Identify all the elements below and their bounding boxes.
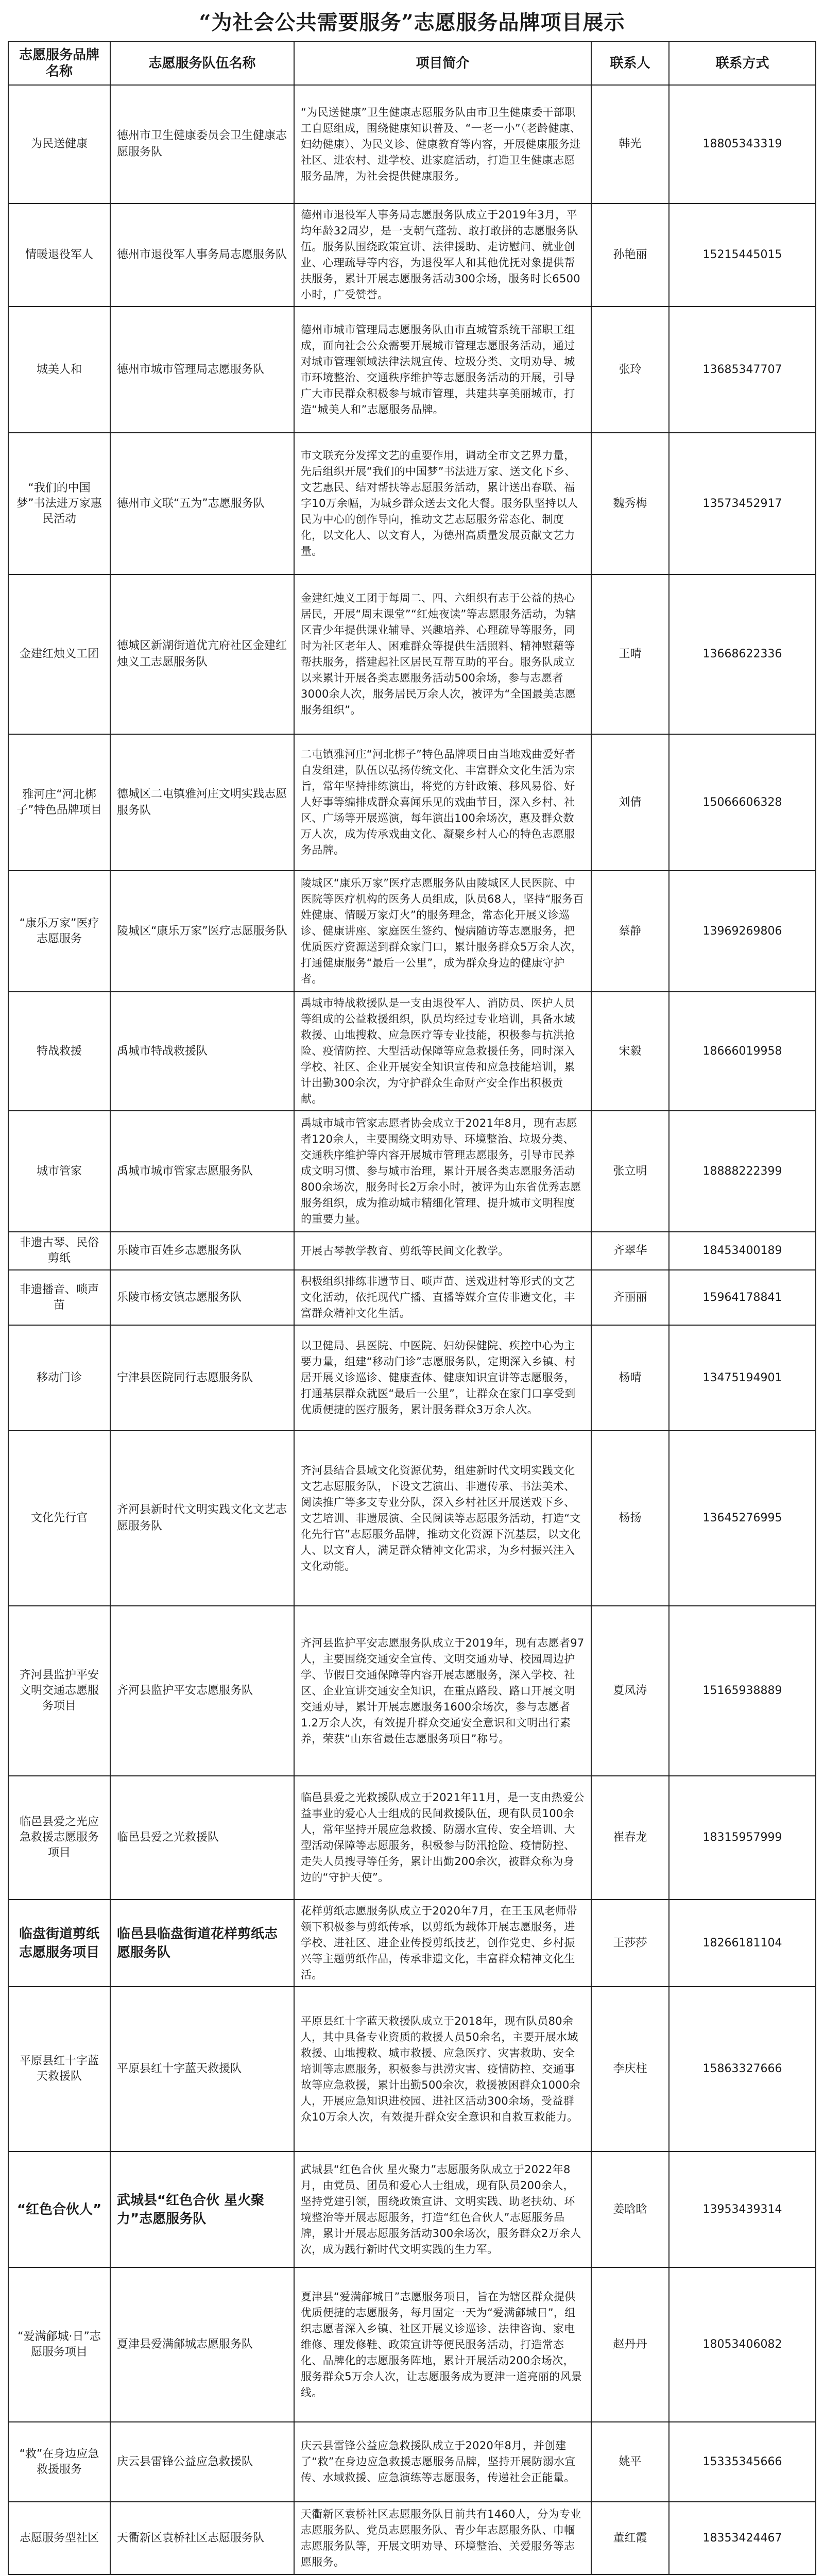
cell-brand-name: 金建红烛义工团 — [8, 574, 110, 734]
cell-phone-number: 13969269806 — [669, 871, 816, 992]
cell-project-intro: 德州市退役军人事务局志愿服务队成立于2019年3月，平均年龄32周岁，是一支朝气蓬勃、敢打敢拼的志愿服务队伍。服务队围绕政策宣讲、法律援助、走访慰问、就业创业、心理疏导等内容，为退役军人和其他优抚对象提供帮扶服务，累计开展志愿服务活动300余场，服务时长6500小时，广受赞誉。 — [294, 204, 591, 307]
cell-contact-person: 齐丽丽 — [591, 1270, 669, 1325]
table-row — [8, 1606, 816, 1776]
cell-brand-name: “我们的中国梦”书法进万家惠民活动 — [8, 433, 110, 574]
cell-contact-person: 孙艳丽 — [591, 204, 669, 307]
header-contact: 联系人 — [591, 42, 669, 85]
cell-phone-number: 18453400189 — [669, 1232, 816, 1270]
cell-brand-name: 临盘街道剪纸志愿服务项目 — [8, 1900, 110, 1987]
table-header-row — [8, 42, 816, 85]
cell-brand-name: 城市管家 — [8, 1111, 110, 1232]
cell-phone-number: 15964178841 — [669, 1270, 816, 1325]
cell-project-intro: 临邑县爱之光救援队成立于2021年11月，是一支由热爱公益事业的爱心人士组成的民间救援队伍，现有队员100余人，常年坚持开展应急救援、防溺水宣传、安全培训、大型活动保障等志愿服务，积极参与防汛抢险、疫情防控、走失人员搜寻等任务，累计出勤200余次，被群众称为身边的“守护天使”。 — [294, 1776, 591, 1900]
cell-contact-person: 宋毅 — [591, 992, 669, 1111]
cell-phone-number: 15335345666 — [669, 2422, 816, 2502]
cell-contact-person: 夏凤涛 — [591, 1606, 669, 1776]
cell-brand-name: 移动门诊 — [8, 1325, 110, 1431]
table-row — [8, 2151, 816, 2267]
cell-team-name: 乐陵市百姓乡志愿服务队 — [110, 1232, 294, 1270]
cell-phone-number: 13685347707 — [669, 307, 816, 433]
cell-phone-number: 18353424467 — [669, 2502, 816, 2574]
table-row — [8, 307, 816, 433]
table-row — [8, 734, 816, 871]
cell-project-intro: 庆云县雷锋公益应急救援队成立于2020年8月，并创建了“救”在身边应急救援志愿服务品牌，坚持开展防溺水宣传、水域救援、应急演练等志愿服务，传递社会正能量。 — [294, 2422, 591, 2502]
cell-project-intro: “为民送健康”卫生健康志愿服务队由市卫生健康委干部职工自愿组成，围绕健康知识普及、“一老一小”（老龄健康、妇幼健康）、为民义诊、健康教育等内容，开展健康服务进社区、进农村、进学校、进家庭活动，打造卫生健康志愿服务品牌，为社会提供健康服务。 — [294, 85, 591, 204]
cell-phone-number: 18315957999 — [669, 1776, 816, 1900]
cell-contact-person: 刘倩 — [591, 734, 669, 871]
cell-brand-name: 非遗古琴、民俗剪纸 — [8, 1232, 110, 1270]
cell-team-name: 德州市文联“五为”志愿服务队 — [110, 433, 294, 574]
table-row — [8, 433, 816, 574]
cell-contact-person: 姚平 — [591, 2422, 669, 2502]
table-row — [8, 1325, 816, 1431]
cell-team-name: 平原县红十字蓝天救援队 — [110, 1987, 294, 2151]
cell-project-intro: 禹城市特战救援队是一支由退役军人、消防员、医护人员等组成的公益救援组织，队员均经过专业培训，具备水域救援、山地搜救、应急医疗等专业技能，积极参与抗洪抢险、疫情防控、大型活动保障等应急救援任务，同时深入学校、社区、企业开展安全知识宣传和应急技能培训，累计出勤300余次，为守护群众生命财产安全作出积极贡献。 — [294, 992, 591, 1111]
cell-project-intro: 武城县“红色合伙 星火聚力”志愿服务队成立于2022年8月，由党员、团员和爱心人士组成，现有队员200余人，坚持党建引领，围绕政策宣讲、文明实践、助老扶幼、环境整治等开展志愿服务，打造“红色合伙人”志愿服务品牌，累计开展志愿服务活动300余场次，服务群众2万余人次，成为践行新时代文明实践的生力军。 — [294, 2151, 591, 2267]
cell-contact-person: 杨晴 — [591, 1325, 669, 1431]
cell-project-intro: 金建红烛义工团于每周二、四、六组织有志于公益的热心居民，开展“周末课堂”“红烛夜读”等志愿服务活动，为辖区青少年提供课业辅导、兴趣培养、心理疏导等服务，同时为社区老年人、困难群众等提供生活照料、精神慰藉等帮扶服务，搭建起社区居民互帮互助的平台。服务队成立以来累计开展各类志愿服务活动500余场，参与志愿者3000余人次，服务居民万余人次，被评为“全国最美志愿服务组织”。 — [294, 574, 591, 734]
cell-contact-person: 齐翠华 — [591, 1232, 669, 1270]
cell-brand-name: 特战救援 — [8, 992, 110, 1111]
cell-phone-number: 13573452917 — [669, 433, 816, 574]
cell-team-name: 临邑县爱之光救援队 — [110, 1776, 294, 1900]
cell-project-intro: 以卫健局、县医院、中医院、妇幼保健院、疾控中心为主要力量，组建“移动门诊”志愿服务队，定期深入乡镇、村居开展义诊巡诊、健康查体、健康知识宣讲等志愿服务，打通基层群众就医“最后一公里”，让群众在家门口享受到优质便捷的医疗服务，累计服务群众3万余人次。 — [294, 1325, 591, 1431]
cell-phone-number: 15165938889 — [669, 1606, 816, 1776]
header-phone: 联系方式 — [669, 42, 816, 85]
cell-project-intro: 德州市城市管理局志愿服务队由市直城管系统干部职工组成，面向社会公众需要开展城市管理志愿服务活动，通过对城市管理领域法律法规宣传、垃圾分类、文明劝导、城市环境整治、交通秩序维护等志愿服务活动的开展，引导广大市民群众积极参与城市管理，共建共享美丽城市，打造“城美人和”志愿服务品牌。 — [294, 307, 591, 433]
cell-brand-name: 非遗播音、唢声苗 — [8, 1270, 110, 1325]
cell-team-name: 武城县“红色合伙 星火聚力”志愿服务队 — [110, 2151, 294, 2267]
cell-team-name: 庆云县雷锋公益应急救援队 — [110, 2422, 294, 2502]
cell-phone-number: 18266181104 — [669, 1900, 816, 1987]
cell-contact-person: 王晴 — [591, 574, 669, 734]
cell-contact-person: 姜晗晗 — [591, 2151, 669, 2267]
table-row — [8, 1270, 816, 1325]
cell-project-intro: 天衢新区袁桥社区志愿服务队目前共有1460人，分为专业志愿服务队、党员志愿服务队、青少年志愿服务队、巾帼志愿服务队等，开展文明劝导、环境整治、关爱服务等志愿服务。 — [294, 2502, 591, 2574]
cell-brand-name: “康乐万家”医疗志愿服务 — [8, 871, 110, 992]
cell-contact-person: 韩光 — [591, 85, 669, 204]
cell-contact-person: 张玲 — [591, 307, 669, 433]
cell-project-intro: 齐河县监护平安志愿服务队成立于2019年，现有志愿者97人，主要围绕交通安全宣传、文明交通劝导、校园周边护学、节假日交通保障等内容开展志愿服务，深入学校、社区、企业宣讲交通安全知识，在重点路段、路口开展文明交通劝导，累计开展志愿服务1600余场次，参与志愿者1.2万余人次，有效提升群众交通安全意识和文明出行素养，荣获“山东省最佳志愿服务项目”称号。 — [294, 1606, 591, 1776]
cell-brand-name: 雅河庄“河北梆子”特色品牌项目 — [8, 734, 110, 871]
page-title: “为社会公共需要服务”志愿服务品牌项目展示 — [199, 10, 625, 35]
cell-phone-number: 18666019958 — [669, 992, 816, 1111]
cell-contact-person: 张立明 — [591, 1111, 669, 1232]
cell-phone-number: 13668622336 — [669, 574, 816, 734]
cell-team-name: 天衢新区袁桥社区志愿服务队 — [110, 2502, 294, 2574]
cell-team-name: 陵城区“康乐万家”医疗志愿服务队 — [110, 871, 294, 992]
cell-brand-name: 齐河县监护平安文明交通志愿服务项目 — [8, 1606, 110, 1776]
cell-contact-person: 蔡静 — [591, 871, 669, 992]
table-row — [8, 1111, 816, 1232]
cell-team-name: 禹城市特战救援队 — [110, 992, 294, 1111]
cell-phone-number: 13475194901 — [669, 1325, 816, 1431]
cell-contact-person: 李庆柱 — [591, 1987, 669, 2151]
cell-team-name: 德州市退役军人事务局志愿服务队 — [110, 204, 294, 307]
cell-brand-name: 临邑县爱之光应急救援志愿服务项目 — [8, 1776, 110, 1900]
cell-project-intro: 平原县红十字蓝天救援队成立于2018年，现有队员80余人，其中具备专业资质的救援人员50余名，主要开展水域救援、山地搜救、城市救援、应急医疗、灾害救助、安全培训等志愿服务，积极参与洪涝灾害、疫情防控、交通事故等应急救援，累计出勤500余次，救援被困群众1000余人，开展应急知识进校园、进社区活动300余场，受益群众10万余人次，有效提升群众安全意识和自救互救能力。 — [294, 1987, 591, 2151]
cell-project-intro: 积极组织排练非遗节目、唢声苗、送戏进村等形式的文艺文化活动，依托现代广播、直播等媒介宣传非遗文化，丰富群众精神文化生活。 — [294, 1270, 591, 1325]
project-table — [8, 41, 816, 2575]
cell-team-name: 夏津县爱满鄃城志愿服务队 — [110, 2267, 294, 2422]
table-row — [8, 204, 816, 307]
cell-contact-person: 杨扬 — [591, 1431, 669, 1606]
cell-contact-person: 董红霞 — [591, 2502, 669, 2574]
table-row — [8, 1987, 816, 2151]
table-row — [8, 1232, 816, 1270]
cell-project-intro: 齐河县结合县域文化资源优势，组建新时代文明实践文化文艺志愿服务队，下设文艺演出、非遗传承、书法美术、阅读推广等多支专业分队，深入乡村社区开展送戏下乡、文艺培训、非遗展演、全民阅读等志愿服务活动，打造“文化先行官”志愿服务品牌，推动文化资源下沉基层，以文化人、以文育人，满足群众精神文化需求，为乡村振兴注入文化动能。 — [294, 1431, 591, 1606]
table-row — [8, 2502, 816, 2574]
cell-team-name: 德城区二屯镇雅河庄文明实践志愿服务队 — [110, 734, 294, 871]
cell-contact-person: 赵丹丹 — [591, 2267, 669, 2422]
table-row — [8, 871, 816, 992]
cell-team-name: 德州市卫生健康委员会卫生健康志愿服务队 — [110, 85, 294, 204]
cell-brand-name: “红色合伙人” — [8, 2151, 110, 2267]
cell-brand-name: 平原县红十字蓝天救援队 — [8, 1987, 110, 2151]
cell-team-name: 乐陵市杨安镇志愿服务队 — [110, 1270, 294, 1325]
cell-phone-number: 18053406082 — [669, 2267, 816, 2422]
cell-team-name: 德城区新湖街道优亢府社区金建红烛义工志愿服务队 — [110, 574, 294, 734]
table-row — [8, 992, 816, 1111]
cell-team-name: 齐河县新时代文明实践文化文艺志愿服务队 — [110, 1431, 294, 1606]
cell-contact-person: 魏秀梅 — [591, 433, 669, 574]
cell-phone-number: 15215445015 — [669, 204, 816, 307]
cell-project-intro: 二屯镇雅河庄“河北梆子”特色品牌项目由当地戏曲爱好者自发组建，队伍以弘扬传统文化、丰富群众文化生活为宗旨，常年坚持排练演出，将党的方针政策、移风易俗、好人好事等编排成群众喜闻乐见的戏曲节目，深入乡村、社区、广场等开展巡演，每年演出100余场次，惠及群众数万人次，成为传承戏曲文化、凝聚乡村人心的特色志愿服务品牌。 — [294, 734, 591, 871]
cell-phone-number: 18805343319 — [669, 85, 816, 204]
cell-team-name: 齐河县监护平安志愿服务队 — [110, 1606, 294, 1776]
cell-brand-name: 文化先行官 — [8, 1431, 110, 1606]
cell-project-intro: 陵城区“康乐万家”医疗志愿服务队由陵城区人民医院、中医院等医疗机构的医务人员组成，队员68人，坚持“服务百姓健康、情暖万家灯火”的服务理念，常态化开展义诊巡诊、健康讲座、家庭医生签约、慢病随访等志愿服务，把优质医疗资源送到群众家门口，累计服务群众5万余人次，打通健康服务“最后一公里”，成为群众身边的健康守护者。 — [294, 871, 591, 992]
cell-team-name: 德州市城市管理局志愿服务队 — [110, 307, 294, 433]
cell-project-intro: 开展古琴教学教育、剪纸等民间文化教学。 — [294, 1232, 591, 1270]
cell-brand-name: “救”在身边应急救援服务 — [8, 2422, 110, 2502]
cell-phone-number: 15863327666 — [669, 1987, 816, 2151]
table-row — [8, 1776, 816, 1900]
cell-contact-person: 崔春龙 — [591, 1776, 669, 1900]
cell-phone-number: 18888222399 — [669, 1111, 816, 1232]
cell-phone-number: 15066606328 — [669, 734, 816, 871]
cell-team-name: 宁津县医院同行志愿服务队 — [110, 1325, 294, 1431]
cell-team-name: 禹城市城市管家志愿服务队 — [110, 1111, 294, 1232]
cell-project-intro: 花样剪纸志愿服务队成立于2020年7月，在王玉凤老师带领下积极参与剪纸传承，以剪纸为载体开展志愿服务，进学校、进社区、进企业传授剪纸技艺，创作党史、乡村振兴等主题剪纸作品，传承非遗文化，丰富群众精神文化生活。 — [294, 1900, 591, 1987]
cell-brand-name: 为民送健康 — [8, 85, 110, 204]
cell-brand-name: “爱满鄃城·日”志愿服务项目 — [8, 2267, 110, 2422]
table-body — [8, 85, 816, 2574]
cell-project-intro: 夏津县“爱满鄃城日”志愿服务项目，旨在为辖区群众提供优质便捷的志愿服务，每月固定一天为“爱满鄃城日”，组织志愿者深入乡镇、社区开展义诊巡诊、法律咨询、家电维修、理发修鞋、政策宣讲等便民服务活动，打造常态化、品牌化的志愿服务阵地，累计开展活动200余场次，服务群众5万余人次，让志愿服务成为夏津一道亮丽的风景线。 — [294, 2267, 591, 2422]
cell-phone-number: 13645276995 — [669, 1431, 816, 1606]
table-row — [8, 1431, 816, 1606]
table-row — [8, 85, 816, 204]
cell-phone-number: 13953439314 — [669, 2151, 816, 2267]
cell-project-intro: 禹城市城市管家志愿者协会成立于2021年8月，现有志愿者120余人，主要围绕文明劝导、环境整治、垃圾分类、交通秩序维护等内容开展城市管理志愿服务，引导市民养成文明习惯、参与城市治理，累计开展各类志愿服务活动800余场次，服务时长2万余小时，被评为山东省优秀志愿服务组织，成为推动城市精细化管理、提升城市文明程度的重要力量。 — [294, 1111, 591, 1232]
cell-brand-name: 情暖退役军人 — [8, 204, 110, 307]
table-row — [8, 2422, 816, 2502]
table-row — [8, 574, 816, 734]
cell-contact-person: 王莎莎 — [591, 1900, 669, 1987]
cell-team-name: 临邑县临盘街道花样剪纸志愿服务队 — [110, 1900, 294, 1987]
cell-project-intro: 市文联充分发挥文艺的重要作用，调动全市文艺界力量，先后组织开展“我们的中国梦”书法进万家、送文化下乡、文艺惠民、结对帮扶等志愿服务活动，累计送出春联、福字10万余幅，为城乡群众送去文化大餐。服务队坚持以人民为中心的创作导向，推动文艺志愿服务常态化、制度化，以文化人、以文育人，为德州高质量发展贡献文艺力量。 — [294, 433, 591, 574]
table-row — [8, 1900, 816, 1987]
header-intro: 项目简介 — [294, 42, 591, 85]
table-row — [8, 2267, 816, 2422]
header-team: 志愿服务队伍名称 — [110, 42, 294, 85]
header-brand: 志愿服务品牌名称 — [8, 42, 110, 85]
cell-brand-name: 志愿服务型社区 — [8, 2502, 110, 2574]
cell-brand-name: 城美人和 — [8, 307, 110, 433]
